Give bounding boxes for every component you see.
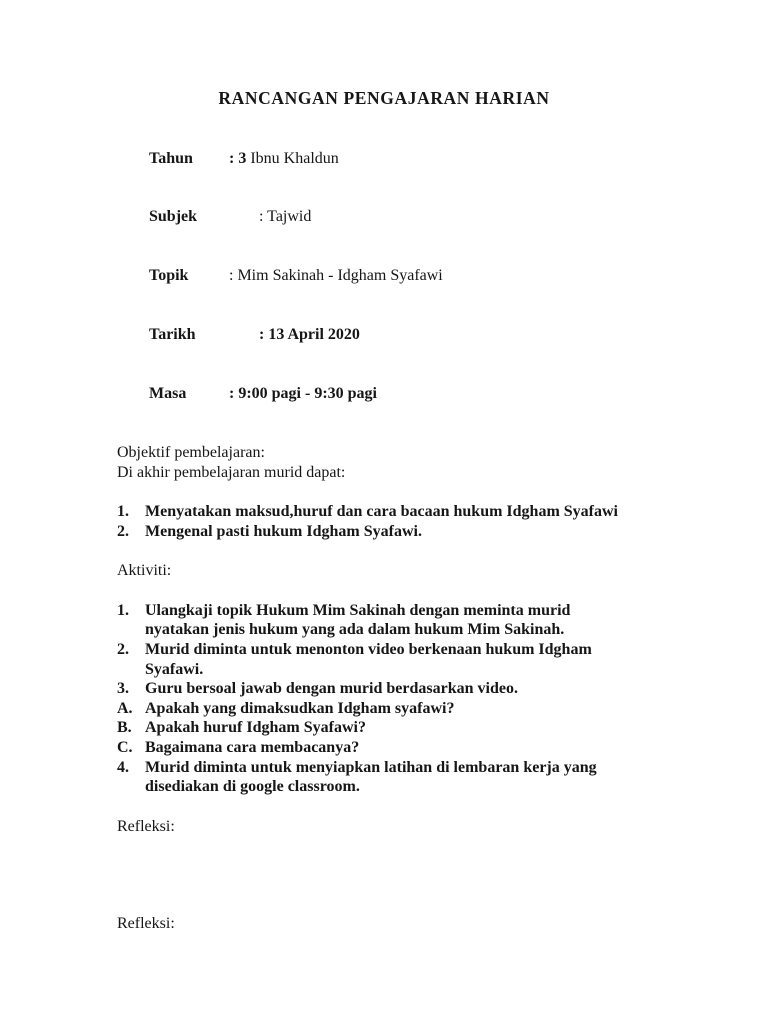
list-item <box>117 679 678 699</box>
list-item <box>117 601 678 640</box>
list-item <box>117 640 678 679</box>
page-title: RANCANGAN PENGAJARAN HARIAN <box>218 88 550 108</box>
list-item-text: Ulangkaji topik Hukum Mim Sakinah dengan meminta murid nyatakan jenis hukum yang ada dalam hukum Mim Sakinah. <box>145 601 571 639</box>
list-marker: 1. <box>117 503 129 521</box>
meta-label: Topik <box>149 267 189 285</box>
list-marker: 2. <box>117 641 129 659</box>
list-marker: 2. <box>117 522 129 540</box>
meta-row-topik <box>117 247 678 306</box>
list-marker: A. <box>117 699 133 717</box>
list-item-text: Guru bersoal jawab dengan murid berdasarkan video. <box>145 680 518 698</box>
meta-row-tahun <box>117 129 678 188</box>
list-item <box>117 699 678 719</box>
list-item-text: Apakah huruf Idgham Syafawi? <box>145 719 366 737</box>
meta-value: : Mim Sakinah - Idgham Syafawi <box>229 267 443 285</box>
list-item <box>117 502 678 522</box>
list-marker: C. <box>117 739 133 757</box>
meta-value: : 9:00 pagi - 9:30 pagi <box>229 384 377 402</box>
meta-value: : 13 April 2020 <box>259 325 360 343</box>
meta-value: : Tajwid <box>259 208 312 226</box>
list-item <box>117 758 678 797</box>
meta-row-tarikh <box>117 305 678 364</box>
reflection-label-1: Refleksi: <box>117 817 175 835</box>
list-item-text: Menyatakan maksud,huruf dan cara bacaan hukum Idgham Syafawi <box>145 503 618 521</box>
meta-label: Tarikh <box>149 325 196 343</box>
objectives-list <box>117 502 678 541</box>
meta-row-subjek <box>117 188 678 247</box>
list-item-text: Murid diminta untuk menyiapkan latihan di lembaran kerja yang disediakan di google classroom. <box>145 758 597 796</box>
objectives-heading-line2: Di akhir pembelajaran murid dapat: <box>117 463 346 481</box>
activities-list <box>117 601 678 797</box>
meta-block <box>117 129 678 423</box>
list-item <box>117 522 678 542</box>
meta-label: Subjek <box>149 208 198 226</box>
activities-heading: Aktiviti: <box>117 562 172 580</box>
meta-row-masa <box>117 364 678 423</box>
list-marker: 4. <box>117 758 129 776</box>
reflection-label-2: Refleksi: <box>117 915 175 933</box>
list-item <box>117 738 678 758</box>
list-item-text: Murid diminta untuk menonton video berkenaan hukum Idgham Syafawi. <box>145 641 592 678</box>
list-marker: 3. <box>117 680 129 698</box>
list-item-text: Mengenal pasti hukum Idgham Syafawi. <box>145 522 422 540</box>
document-content <box>117 129 678 934</box>
list-marker: 1. <box>117 601 129 619</box>
list-item-text: Apakah yang dimaksudkan Idgham syafawi? <box>145 699 455 717</box>
meta-label: Masa <box>149 384 187 402</box>
list-marker: B. <box>117 719 132 737</box>
objectives-heading-line1: Objektif pembelajaran: <box>117 443 265 461</box>
meta-label: Tahun <box>149 149 193 167</box>
list-item-text: Bagaimana cara membacanya? <box>145 739 360 757</box>
list-item <box>117 718 678 738</box>
objectives-heading <box>117 443 678 482</box>
meta-value: : 3 Ibnu Khaldun <box>229 149 339 167</box>
